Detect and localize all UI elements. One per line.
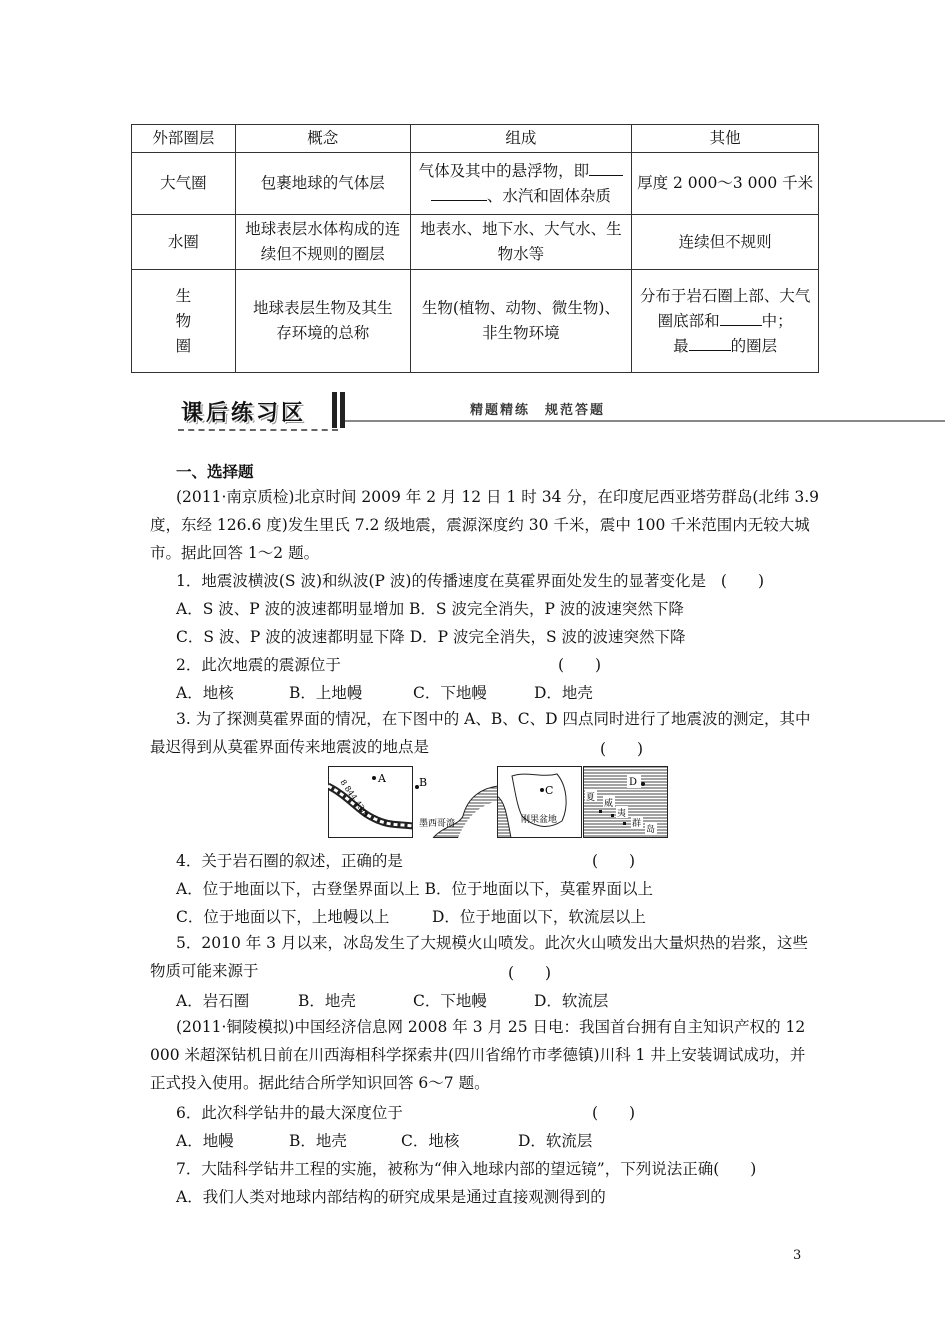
row-composition: 生物(植物、动物、微生物)、非生物环境 (410, 270, 632, 373)
composition-text: 、水汽和固体杂质 (486, 186, 611, 205)
table-row (132, 215, 819, 270)
map-d-island-char: 威 (604, 799, 614, 809)
other-text: 中； (761, 311, 793, 330)
map-a (328, 766, 413, 838)
answer-paren: ( ) (720, 572, 765, 590)
question-4 (176, 851, 636, 871)
banner-title: 课后练习区 (181, 401, 307, 426)
map-c (497, 766, 582, 838)
question-3 (150, 705, 820, 761)
map-d (583, 766, 668, 838)
fill-blank (431, 186, 487, 201)
option: C．位于地面以下，上地幔以上 (176, 908, 390, 926)
map-d-island-char: 夏 (586, 793, 596, 803)
question-stem: 6．此次科学钻井的最大深度位于 (176, 1104, 403, 1122)
table-header-row (132, 125, 819, 153)
page-number: 3 (793, 1248, 802, 1263)
question-stem: 3. 为了探测莫霍界面的情况，在下图中的 A、B、C、D 四点同时进行了地震波的测定，其中最迟得到从莫霍界面传来地震波的地点是 (150, 710, 811, 756)
row-name-char: 生 (175, 286, 192, 305)
spheres-table (131, 124, 819, 373)
banner-dash-underline (178, 429, 338, 431)
option: D．地壳 (534, 684, 593, 702)
question-6 (176, 1103, 636, 1123)
row-other (632, 270, 819, 373)
map-c-label: C (545, 784, 554, 797)
option: B．地壳 (298, 992, 356, 1010)
section-title: 一、选择题 (176, 462, 254, 481)
map-b (413, 766, 498, 838)
banner-bar (340, 392, 345, 428)
map-c-basin: 刚果盆地 (521, 815, 558, 825)
q4-options-cd (176, 907, 646, 927)
banner-subtitle: 精题精练 规范答题 (470, 403, 606, 418)
option: B．地壳 (289, 1132, 347, 1150)
table-row (132, 270, 819, 373)
q2-options (176, 683, 593, 703)
question-stem: 4．关于岩石圈的叙述，正确的是 (176, 852, 403, 870)
q7-option-a: A．我们人类对地球内部结构的研究成果是通过直接观测得到的 (176, 1188, 606, 1206)
row-name: 大气圈 (132, 153, 236, 215)
row-composition: 地表水、地下水、大气水、生物水等 (410, 215, 632, 270)
row-other: 连续但不规则 (632, 215, 819, 270)
row-composition (410, 153, 632, 215)
row-other: 厚度 2 000～3 000 千米 (632, 153, 819, 215)
row-concept: 地球表层生物及其生存环境的总称 (235, 270, 410, 373)
map-d-island-char: 岛 (646, 825, 656, 835)
row-name-char: 物 (175, 311, 192, 330)
option: B．上地幔 (289, 684, 363, 702)
answer-paren: ( ) (592, 1104, 636, 1122)
option: A．地幔 (176, 1132, 234, 1150)
answer-paren: ( ) (508, 964, 552, 982)
q1-options-ab: A．S 波、P 波的波速都明显增加 B．S 波完全消失，P 波的波速突然下降 (176, 600, 684, 618)
question-stem: 2．此次地震的震源位于 (176, 656, 341, 674)
answer-paren: ( ) (592, 852, 636, 870)
header-cell: 外部圈层 (132, 125, 236, 153)
header-cell: 概念 (235, 125, 410, 153)
option: D．软流层 (534, 992, 609, 1010)
option: C．下地幔 (413, 992, 487, 1010)
header-cell: 其他 (632, 125, 819, 153)
banner-rule (345, 420, 945, 422)
q4-options-ab: A．位于地面以下，古登堡界面以上 B．位于地面以下，莫霍界面以上 (176, 880, 654, 898)
map-d-label: D (629, 777, 638, 788)
question-1 (176, 571, 764, 591)
other-text: 分布于岩石圈上部、大气圈底部和 (639, 286, 811, 330)
map-a-elevation: 8 844.43m (338, 777, 371, 819)
question-5 (150, 929, 820, 985)
map-b-label: B (419, 776, 428, 789)
question-stem: 1．地震波横波(S 波)和纵波(P 波)的传播速度在莫霍界面处发生的显著变化是 (176, 572, 706, 590)
answer-paren: ( ) (600, 740, 644, 758)
row-name: 水圈 (132, 215, 236, 270)
table-row (132, 153, 819, 215)
question-2 (176, 655, 602, 675)
map-b-gulf: 墨西哥湾 (419, 819, 456, 829)
question-stem: 7．大陆科学钻井工程的实施，被称为“伸入地球内部的望远镜”，下列说法正确 (176, 1160, 714, 1178)
intro-paragraph-1: (2011·南京质检)北京时间 2009 年 2 月 12 日 1 时 34 分，在印度尼西亚塔劳群岛(北纬 3.9 度，东经 126.6 度)发生里氏 7.2 级地震，震源深度约 30 千米，震中 100 千米范围内无较大城市。据此回答 1～2 题。 (150, 488, 819, 562)
option: A．地核 (176, 684, 234, 702)
answer-paren: ( ) (713, 1160, 757, 1178)
map-d-island-char: 夷 (617, 809, 627, 819)
row-name (132, 270, 236, 373)
composition-text: 气体及其中的悬浮物，即 (418, 161, 590, 180)
fill-blank (589, 161, 623, 176)
question-stem: 5．2010 年 3 月以来，冰岛发生了大规模火山喷发。此次火山喷发出大量炽热的岩浆，这些物质可能来源于 (150, 934, 808, 980)
q5-options (176, 991, 609, 1011)
header-cell: 组成 (410, 125, 632, 153)
option: C．下地幔 (413, 684, 487, 702)
fill-blank (720, 311, 762, 326)
other-text: 最 (673, 336, 689, 355)
option: A．岩石圈 (176, 992, 250, 1010)
row-concept: 地球表层水体构成的连续但不规则的圈层 (235, 215, 410, 270)
other-text: 的圈层 (730, 336, 778, 355)
row-concept: 包裹地球的气体层 (235, 153, 410, 215)
banner-bar (332, 392, 337, 428)
option: D．位于地面以下，软流层以上 (432, 908, 646, 926)
row-name-char: 圈 (175, 336, 192, 355)
option: C．地核 (401, 1132, 460, 1150)
q6-options (176, 1131, 593, 1151)
map-d-island-char: 群 (632, 819, 642, 829)
answer-paren: ( ) (558, 656, 602, 674)
option: D．软流层 (518, 1132, 593, 1150)
fill-blank (689, 336, 731, 351)
question-7 (176, 1159, 756, 1179)
q1-options-cd: C．S 波、P 波的波速都明显下降 D．P 波完全消失，S 波的波速突然下降 (176, 628, 686, 646)
intro-paragraph-2: (2011·铜陵模拟)中国经济信息网 2008 年 3 月 25 日电：我国首台拥有自主知识产权的 12 000 米超深钻机日前在川西海相科学探索井(四川省绵竹市孝德镇)川科 1 井上安装调试成功，并正式投入使用。据此结合所学知识回答 6～7 题。 (150, 1018, 806, 1092)
map-a-label: A (378, 772, 386, 785)
